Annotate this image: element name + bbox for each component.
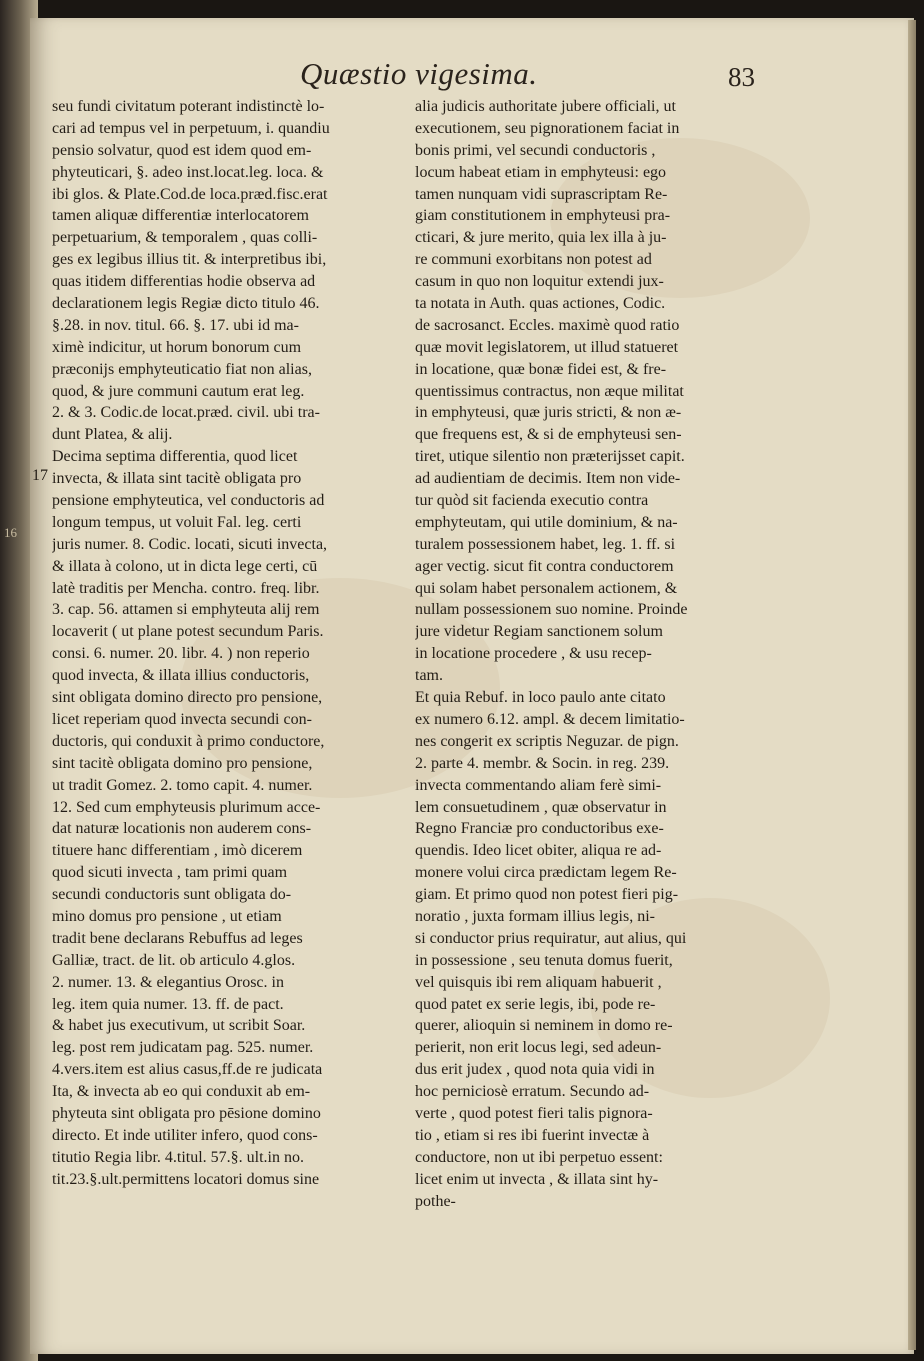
text-line: 2. parte 4. membr. & Socin. in reg. 239.	[415, 754, 670, 772]
text-line: Regno Franciæ pro conductoribus exe-	[415, 820, 664, 838]
text-line: ager vectig. sicut fit contra conductorem	[415, 557, 674, 575]
text-line: 4.vers.item est alius casus,ff.de re judicata	[52, 1061, 323, 1079]
text-line: leg. item quia numer. 13. ff. de pact.	[52, 995, 284, 1013]
text-line: tamen nunquam vidi suprascriptam Re-	[415, 185, 668, 203]
text-line: latè traditis per Mencha. contro. freq. libr.	[52, 579, 320, 597]
text-line: juris numer. 8. Codic. locati, sicuti invecta,	[52, 535, 328, 553]
text-line: invecta commentando aliam ferè simi-	[415, 776, 662, 794]
text-line: quod sicuti invecta , tam primi quam	[52, 864, 288, 882]
text-line: Decima septima differentia, quod licet	[52, 448, 298, 466]
text-line: in emphyteusi, quæ juris stricti, & non æ-	[415, 404, 682, 422]
text-line: si conductor prius requiratur, aut alius, qui	[415, 929, 687, 947]
text-line: giam constitutionem in emphyteusi pra-	[415, 207, 671, 225]
text-line: executionem, seu pignorationem faciat in	[415, 119, 680, 137]
text-line: titutio Regia libr. 4.titul. 57.§. ult.in no.	[52, 1148, 304, 1166]
text-line: tio , etiam si res ibi fuerint invectæ à	[415, 1126, 650, 1144]
text-line: dat naturæ locationis non auderem cons-	[52, 820, 312, 838]
text-line: lem consuetudinem , quæ observatur in	[415, 798, 667, 816]
text-line: giam. Et primo quod non potest fieri pig-	[415, 886, 679, 904]
text-line: perpetuarium, & temporalem , quas colli-	[52, 229, 318, 247]
text-line: 3. cap. 56. attamen si emphyteuta alij rem	[52, 601, 320, 619]
text-line: 2. numer. 13. & elegantius Orosc. in	[52, 973, 284, 991]
text-line: tur quòd sit facienda executio contra	[415, 492, 649, 510]
text-line: consi. 6. numer. 20. libr. 4. ) non reperio	[52, 645, 310, 663]
text-line: monere volui circa prædictam legem Re-	[415, 864, 677, 882]
text-line: ut tradit Gomez. 2. tomo capit. 4. numer.	[52, 776, 313, 794]
text-line: & illata à colono, ut in dicta lege certi, cū	[52, 557, 318, 575]
text-line: dunt Platea, & alij.	[52, 426, 173, 444]
text-line: cari ad tempus vel in perpetuum, i. quandiu	[52, 119, 330, 137]
text-line: phyteuta sint obligata pro pēsione domino	[52, 1104, 321, 1122]
text-line: conductore, non ut ibi perpetuo essent:	[415, 1148, 663, 1166]
text-line: noratio , juxta formam illius legis, ni-	[415, 907, 655, 925]
text-line: verte , quod potest fieri talis pignora-	[415, 1104, 653, 1122]
text-line: invecta, & illata sint tacitè obligata pro	[52, 470, 302, 488]
text-line: turalem possessionem habet, leg. 1. ff. si	[415, 535, 676, 553]
text-line: re communi exorbitans non potest ad	[415, 251, 652, 269]
text-line: dus erit judex , quod nota quia vidi in	[415, 1061, 655, 1079]
text-line: phyteuticari, §. adeo inst.locat.leg. loca. &	[52, 163, 324, 181]
text-line: longum tempus, ut voluit Fal. leg. certi	[52, 513, 302, 531]
page-header	[0, 56, 924, 96]
text-line: leg. post rem judicatam pag. 525. numer.	[52, 1039, 314, 1057]
text-line: sint tacitè obligata domino pro pensione,	[52, 754, 313, 772]
text-line: sint obligata domino directo pro pensione,	[52, 689, 323, 707]
text-line: tamen aliquæ differentiæ interlocatorem	[52, 207, 309, 225]
margin-number: 17	[32, 467, 48, 484]
text-line: ex numero 6.12. ampl. & decem limitatio-	[415, 710, 685, 728]
text-line: bonis primi, vel secundi conductoris ,	[415, 141, 656, 159]
text-line: quod, & jure communi cautum erat leg.	[52, 382, 305, 400]
text-line: alia judicis authoritate jubere officiali, ut	[415, 98, 676, 115]
text-line: pothe-	[415, 1192, 456, 1210]
text-line: de sacrosanct. Eccles. maximè quod ratio	[415, 316, 680, 334]
text-line: nes congerit ex scriptis Neguzar. de pign.	[415, 732, 679, 750]
text-line: & habet jus executivum, ut scribit Soar.	[52, 1017, 306, 1035]
text-line: qui solam habet personalem actionem, &	[415, 579, 678, 597]
text-line: declarationem legis Regiæ dicto titulo 46.	[52, 295, 320, 313]
text-line: ges ex legibus illius tit. & interpretibus ibi,	[52, 251, 327, 269]
gutter-mark: 16	[4, 525, 17, 540]
text-line: que frequens est, & si de emphyteusi sen-	[415, 426, 682, 444]
text-line: tit.23.§.ult.permittens locatori domus sine	[52, 1170, 320, 1188]
text-line: pensione emphyteutica, vel conductoris ad	[52, 492, 325, 510]
text-line: nullam possessionem suo nomine. Proinde	[415, 601, 688, 619]
page-number: 83	[728, 62, 755, 92]
text-line: in locatione procedere , & usu recep-	[415, 645, 652, 663]
text-line: jure videtur Regiam sanctionem solum	[415, 623, 663, 641]
text-line: tituere hanc differentiam , imò dicerem	[52, 842, 303, 860]
text-line: ductoris, qui conduxit à primo conductore,	[52, 732, 325, 750]
text-line: quendis. Ideo licet obiter, aliqua re ad-	[415, 842, 662, 860]
left-text-column	[52, 96, 404, 1191]
text-line: Et quia Rebuf. in loco paulo ante citato	[415, 689, 666, 707]
text-line: seu fundi civitatum poterant indistinctè lo-	[52, 98, 325, 115]
text-line: pensio solvatur, quod est idem quod em-	[52, 141, 312, 159]
text-line: 2. & 3. Codic.de locat.præd. civil. ubi tra-	[52, 404, 320, 422]
text-line: §.28. in nov. titul. 66. §. 17. ubi id ma-	[52, 316, 299, 334]
text-line: directo. Et inde utiliter infero, quod cons-	[52, 1126, 318, 1144]
text-line: in locatione, quæ bonæ fidei est, & fre-	[415, 360, 667, 378]
text-line: Galliæ, tract. de lit. ob articulo 4.glos.	[52, 951, 296, 969]
text-line: perierit, non erit locus legi, sed adeun-	[415, 1039, 662, 1057]
text-line: querer, alioquin si neminem in domo re-	[415, 1017, 673, 1035]
text-line: ta notata in Auth. quas actiones, Codic.	[415, 295, 666, 313]
text-line: tam.	[415, 667, 443, 685]
right-text-column	[415, 96, 770, 1212]
text-line: ximè indicitur, ut horum bonorum cum	[52, 338, 302, 356]
text-line: emphyteutam, qui utile dominium, & na-	[415, 513, 678, 531]
text-line: tradit bene declarans Rebuffus ad leges	[52, 929, 303, 947]
text-line: casum in quo non loquitur extendi jux-	[415, 273, 664, 291]
text-line: Ita, & invecta ab eo qui conduxit ab em-	[52, 1083, 311, 1101]
text-line: ibi glos. & Plate.Cod.de loca.præd.fisc.erat	[52, 185, 328, 203]
text-line: locum habeat etiam in emphyteusi: ego	[415, 163, 667, 181]
text-line: ad audientiam de decimis. Item non vide-	[415, 470, 681, 488]
text-line: locaverit ( ut plane potest secundum Paris.	[52, 623, 324, 641]
text-line: in possessione , seu tenuta domus fuerit,	[415, 951, 673, 969]
text-line: quæ movit legislatorem, ut illud statueret	[415, 338, 679, 356]
text-line: mino domus pro pensione , ut etiam	[52, 907, 282, 925]
text-line: quentissimus contractus, non æque militat	[415, 382, 684, 400]
text-line: præconijs emphyteuticatio fiat non alias,	[52, 360, 312, 378]
text-line: licet enim ut invecta , & illata sint hy-	[415, 1170, 659, 1188]
text-line: hoc perniciosè erratum. Secundo ad-	[415, 1083, 650, 1101]
text-line: cticari, & jure merito, quia lex illa à ju-	[415, 229, 667, 247]
text-line: tiret, utique silentio non præterijsset capit.	[415, 448, 685, 466]
page-edge	[908, 20, 916, 1350]
text-line: quod patet ex serie legis, ibi, pode re-	[415, 995, 656, 1013]
text-line: secundi conductoris sunt obligata do-	[52, 886, 292, 904]
text-line: 12. Sed cum emphyteusis plurimum acce-	[52, 798, 321, 816]
text-line: quas itidem differentias hodie observa ad	[52, 273, 316, 291]
running-title: Quæstio vigesima.	[300, 56, 538, 91]
text-line: quod invecta, & illata illius conductoris,	[52, 667, 310, 685]
text-line: licet reperiam quod invecta secundi con-	[52, 710, 312, 728]
text-line: vel quisquis ibi rem aliquam habuerit ,	[415, 973, 662, 991]
